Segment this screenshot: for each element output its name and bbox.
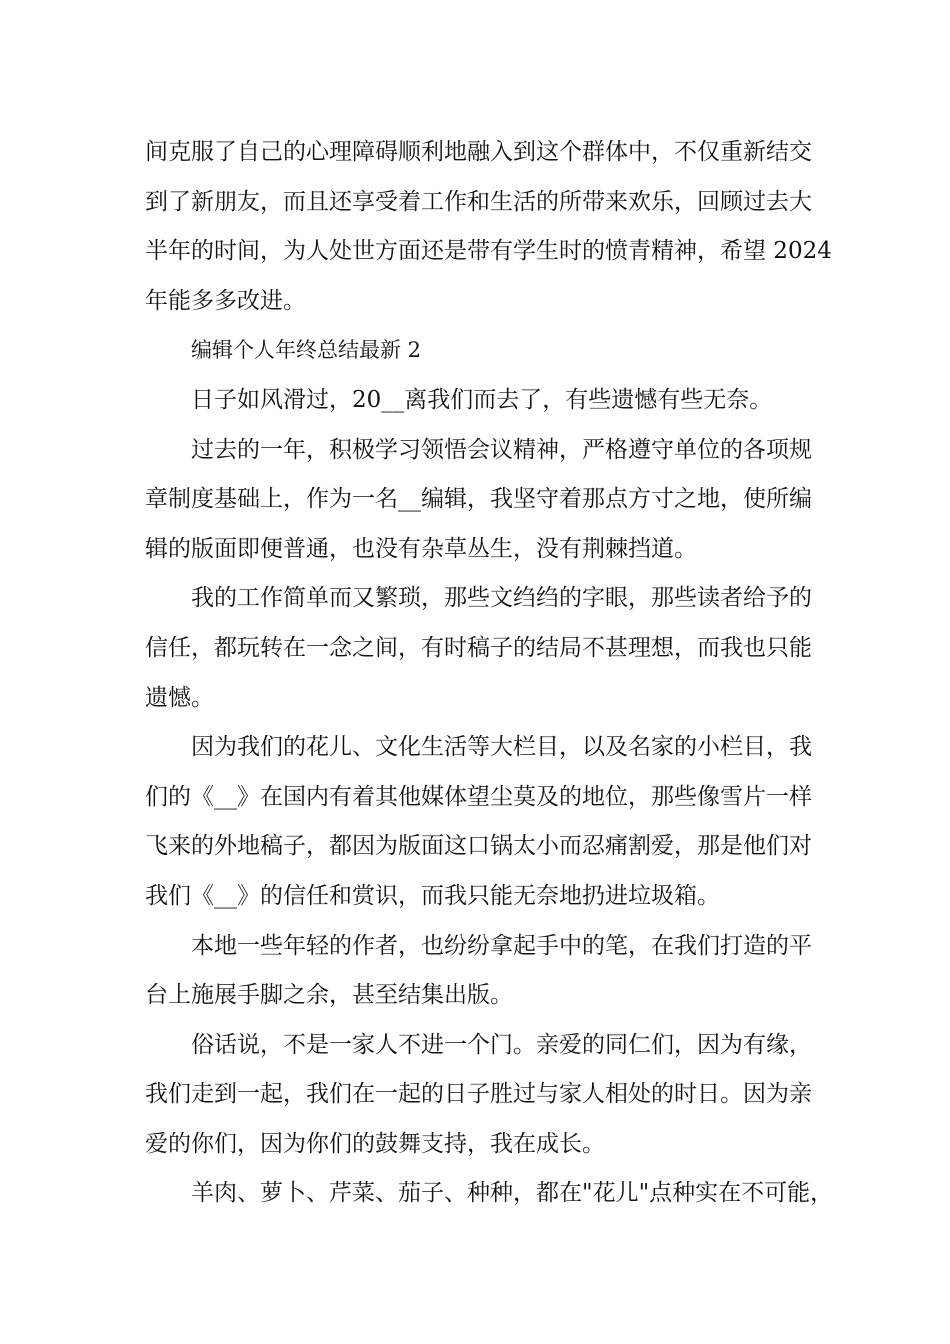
text-line: 信任，都玩转在一念之间，有时稿子的结局不甚理想，而我也只能 [145, 634, 812, 661]
text-line: 我们走到一起，我们在一起的日子胜过与家人相处的时日。因为亲 [145, 1081, 812, 1108]
text-line: 日子如风滑过，20__离我们而去了，有些遗憾有些无奈。 [191, 386, 773, 413]
body-text [145, 128, 845, 1219]
text-line: 年能多多改进。 [145, 287, 306, 314]
text-line: 辑的版面即便普通，也没有杂草丛生，没有荆棘挡道。 [145, 535, 697, 562]
text-line: 羊肉、萝卜、芹菜、茄子、种种，都在"花儿"点种实在不可能， [191, 1180, 834, 1207]
text-line: 本地一些年轻的作者，也纷纷拿起手中的笔，在我们打造的平 [191, 932, 812, 959]
text-line: 台上施展手脚之余，甚至结集出版。 [145, 982, 513, 1009]
text-line: 到了新朋友，而且还享受着工作和生活的所带来欢乐，回顾过去大 [145, 188, 812, 215]
text-line: 过去的一年，积极学习领悟会议精神，严格遵守单位的各项规 [191, 436, 812, 463]
text-line: 遗憾。 [145, 684, 214, 711]
text-line: 我的工作简单而又繁琐，那些文绉绉的字眼，那些读者给予的 [191, 585, 812, 612]
text-line: 我们《__》的信任和赏识，而我只能无奈地扔进垃圾箱。 [145, 882, 720, 909]
text-line: 章制度基础上，作为一名__编辑，我坚守着那点方寸之地，使所编 [145, 486, 812, 513]
text-line: 们的《__》在国内有着其他媒体望尘莫及的地位，那些像雪片一样 [145, 783, 812, 810]
text-line: 间克服了自己的心理障碍顺利地融入到这个群体中，不仅重新结交 [145, 139, 812, 165]
section-heading: 编辑个人年终总结最新 2 [191, 338, 422, 363]
text-line: 飞来的外地稿子，都因为版面这口锅太小而忍痛割爱，那是他们对 [145, 833, 812, 860]
text-line: 俗话说，不是一家人不进一个门。亲爱的同仁们，因为有缘， [191, 1031, 812, 1058]
text-line: 因为我们的花儿、文化生活等大栏目，以及名家的小栏目，我 [191, 734, 812, 761]
text-line: 半年的时间，为人处世方面还是带有学生时的愤青精神，希望 2024 [145, 238, 832, 265]
text-line: 爱的你们，因为你们的鼓舞支持，我在成长。 [145, 1130, 605, 1157]
